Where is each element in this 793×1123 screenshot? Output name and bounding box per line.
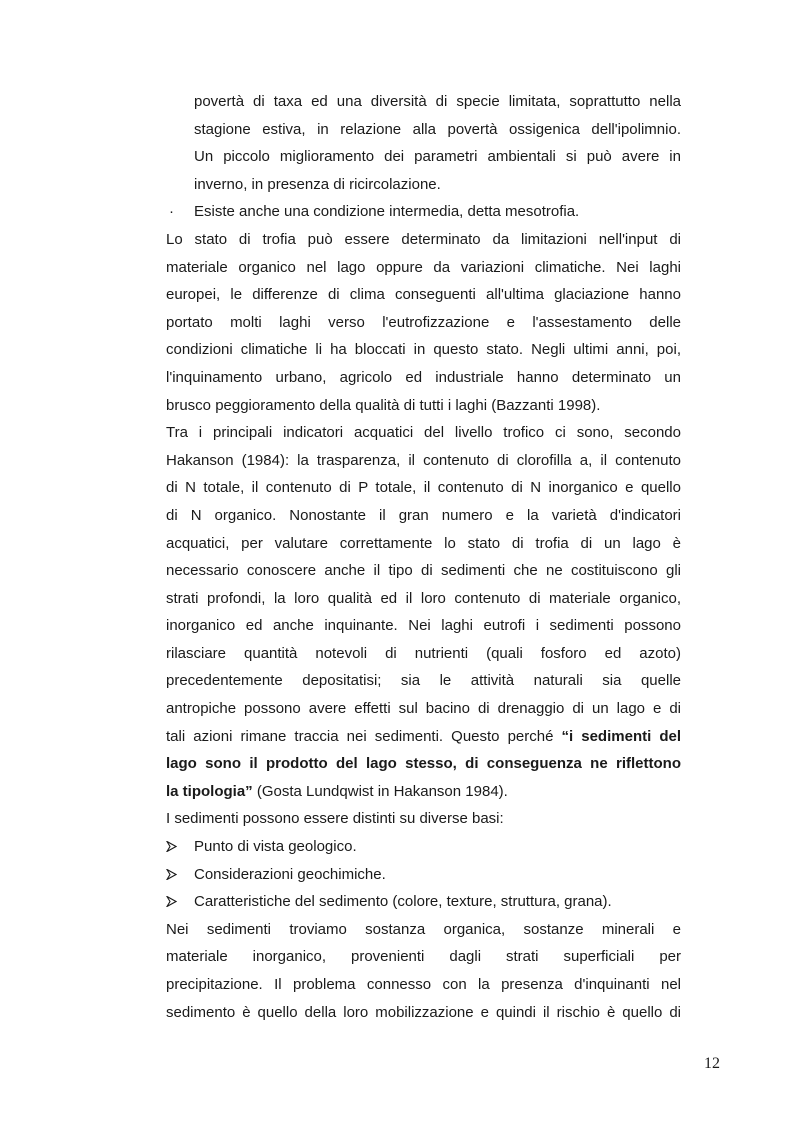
text-line	[166, 723, 681, 751]
paragraph	[166, 226, 681, 419]
text-line: inorganico ed anche inquinante. Nei laghi eutrofi i sedimenti possono	[166, 617, 681, 635]
page-body	[166, 88, 681, 1026]
text-line: di N totale, il contenuto di P totale, il contenuto di N inorganico e quello	[166, 479, 681, 497]
quote-bold: lago sono il prodotto del lago stesso, di conseguenza ne riflettono	[166, 755, 681, 773]
text-line: di N organico. Nonostante il gran numero e la varietà d'indicatori	[166, 506, 681, 524]
arrow-bullet-icon	[166, 841, 177, 852]
page-number: 12	[704, 1055, 720, 1072]
text-line: Lo stato di trofia può essere determinato da limitazioni nell'input di	[166, 230, 681, 248]
list-item	[166, 861, 681, 889]
text-line: povertà di taxa ed una diversità di specie limitata, soprattutto nella	[194, 93, 681, 110]
text-line: Un piccolo miglioramento dei parametri ambientali si può avere in	[194, 148, 681, 166]
text-span: tali azioni rimane traccia nei sedimenti. Questo perché	[166, 727, 562, 745]
text-line: Punto di vista geologico.	[194, 838, 357, 856]
list-item	[166, 888, 681, 916]
text-line: inverno, in presenza di ricircolazione.	[194, 175, 441, 193]
quote-bold: la tipologia”	[166, 782, 253, 800]
bullet-dot-icon: ·	[169, 203, 174, 221]
text-line: rilasciare quantità notevoli di nutrienti (quali fosforo ed azoto)	[166, 644, 681, 662]
citation: (Gosta Lundqwist in Hakanson 1984).	[252, 782, 508, 800]
text-line	[166, 778, 681, 806]
list-item	[166, 833, 681, 861]
text-line: materiale organico nel lago oppure da variazioni climatiche. Nei laghi	[166, 258, 681, 276]
paragraph	[166, 916, 681, 1026]
text-line: materiale inorganico, provenienti dagli strati superficiali per	[166, 948, 681, 966]
text-line: necessario conoscere anche il tipo di sedimenti che ne costituiscono gli	[166, 562, 681, 580]
text-line: Considerazioni geochimiche.	[194, 865, 386, 883]
text-line: precipitazione. Il problema connesso con la presenza d'inquinanti nel	[166, 976, 681, 993]
text-line: strati profondi, la loro qualità ed il loro contenuto di materiale organico,	[166, 589, 681, 607]
list-item	[166, 198, 681, 226]
text-line: Hakanson (1984): la trasparenza, il contenuto di clorofilla a, il contenuto	[166, 451, 681, 469]
text-line: portato molti laghi verso l'eutrofizzazione e l'assestamento delle	[166, 313, 681, 331]
continued-list-item	[194, 88, 681, 198]
text-line: antropiche possono avere effetti sul bacino di drenaggio di un lago e di	[166, 700, 681, 718]
text-line: europei, le differenze di clima conseguenti all'ultima glaciazione hanno	[166, 286, 681, 304]
text-line: Esiste anche una condizione intermedia, detta mesotrofia.	[194, 203, 580, 221]
text-line: I sedimenti possono essere distinti su diverse basi:	[166, 810, 504, 828]
arrow-bullet-icon	[166, 869, 177, 880]
text-line: sedimento è quello della loro mobilizzazione e quindi il rischio è quello di	[166, 1003, 681, 1021]
text-line: l'inquinamento urbano, agricolo ed industriale hanno determinato un	[166, 368, 681, 386]
text-line: condizioni climatiche li ha bloccati in questo stato. Negli ultimi anni, poi,	[166, 341, 681, 359]
text-line: stagione estiva, in relazione alla povertà ossigenica dell'ipolimnio.	[194, 120, 681, 138]
text-line	[166, 750, 681, 778]
text-line: Tra i principali indicatori acquatici del livello trofico ci sono, secondo	[166, 424, 681, 442]
text-line: Nei sedimenti troviamo sostanza organica, sostanze minerali e	[166, 920, 681, 938]
paragraph	[166, 419, 681, 805]
paragraph	[166, 805, 681, 833]
arrow-bullet-icon	[166, 896, 177, 907]
text-line: Caratteristiche del sedimento (colore, texture, struttura, grana).	[194, 893, 612, 911]
text-line: acquatici, per valutare correttamente lo stato di trofia di un lago è	[166, 534, 681, 552]
text-line: brusco peggioramento della qualità di tutti i laghi (Bazzanti 1998).	[166, 396, 601, 414]
text-line: precedentemente depositatisi; sia le attività naturali sia quelle	[166, 672, 681, 690]
quote-bold: “i sedimenti del	[561, 727, 682, 745]
